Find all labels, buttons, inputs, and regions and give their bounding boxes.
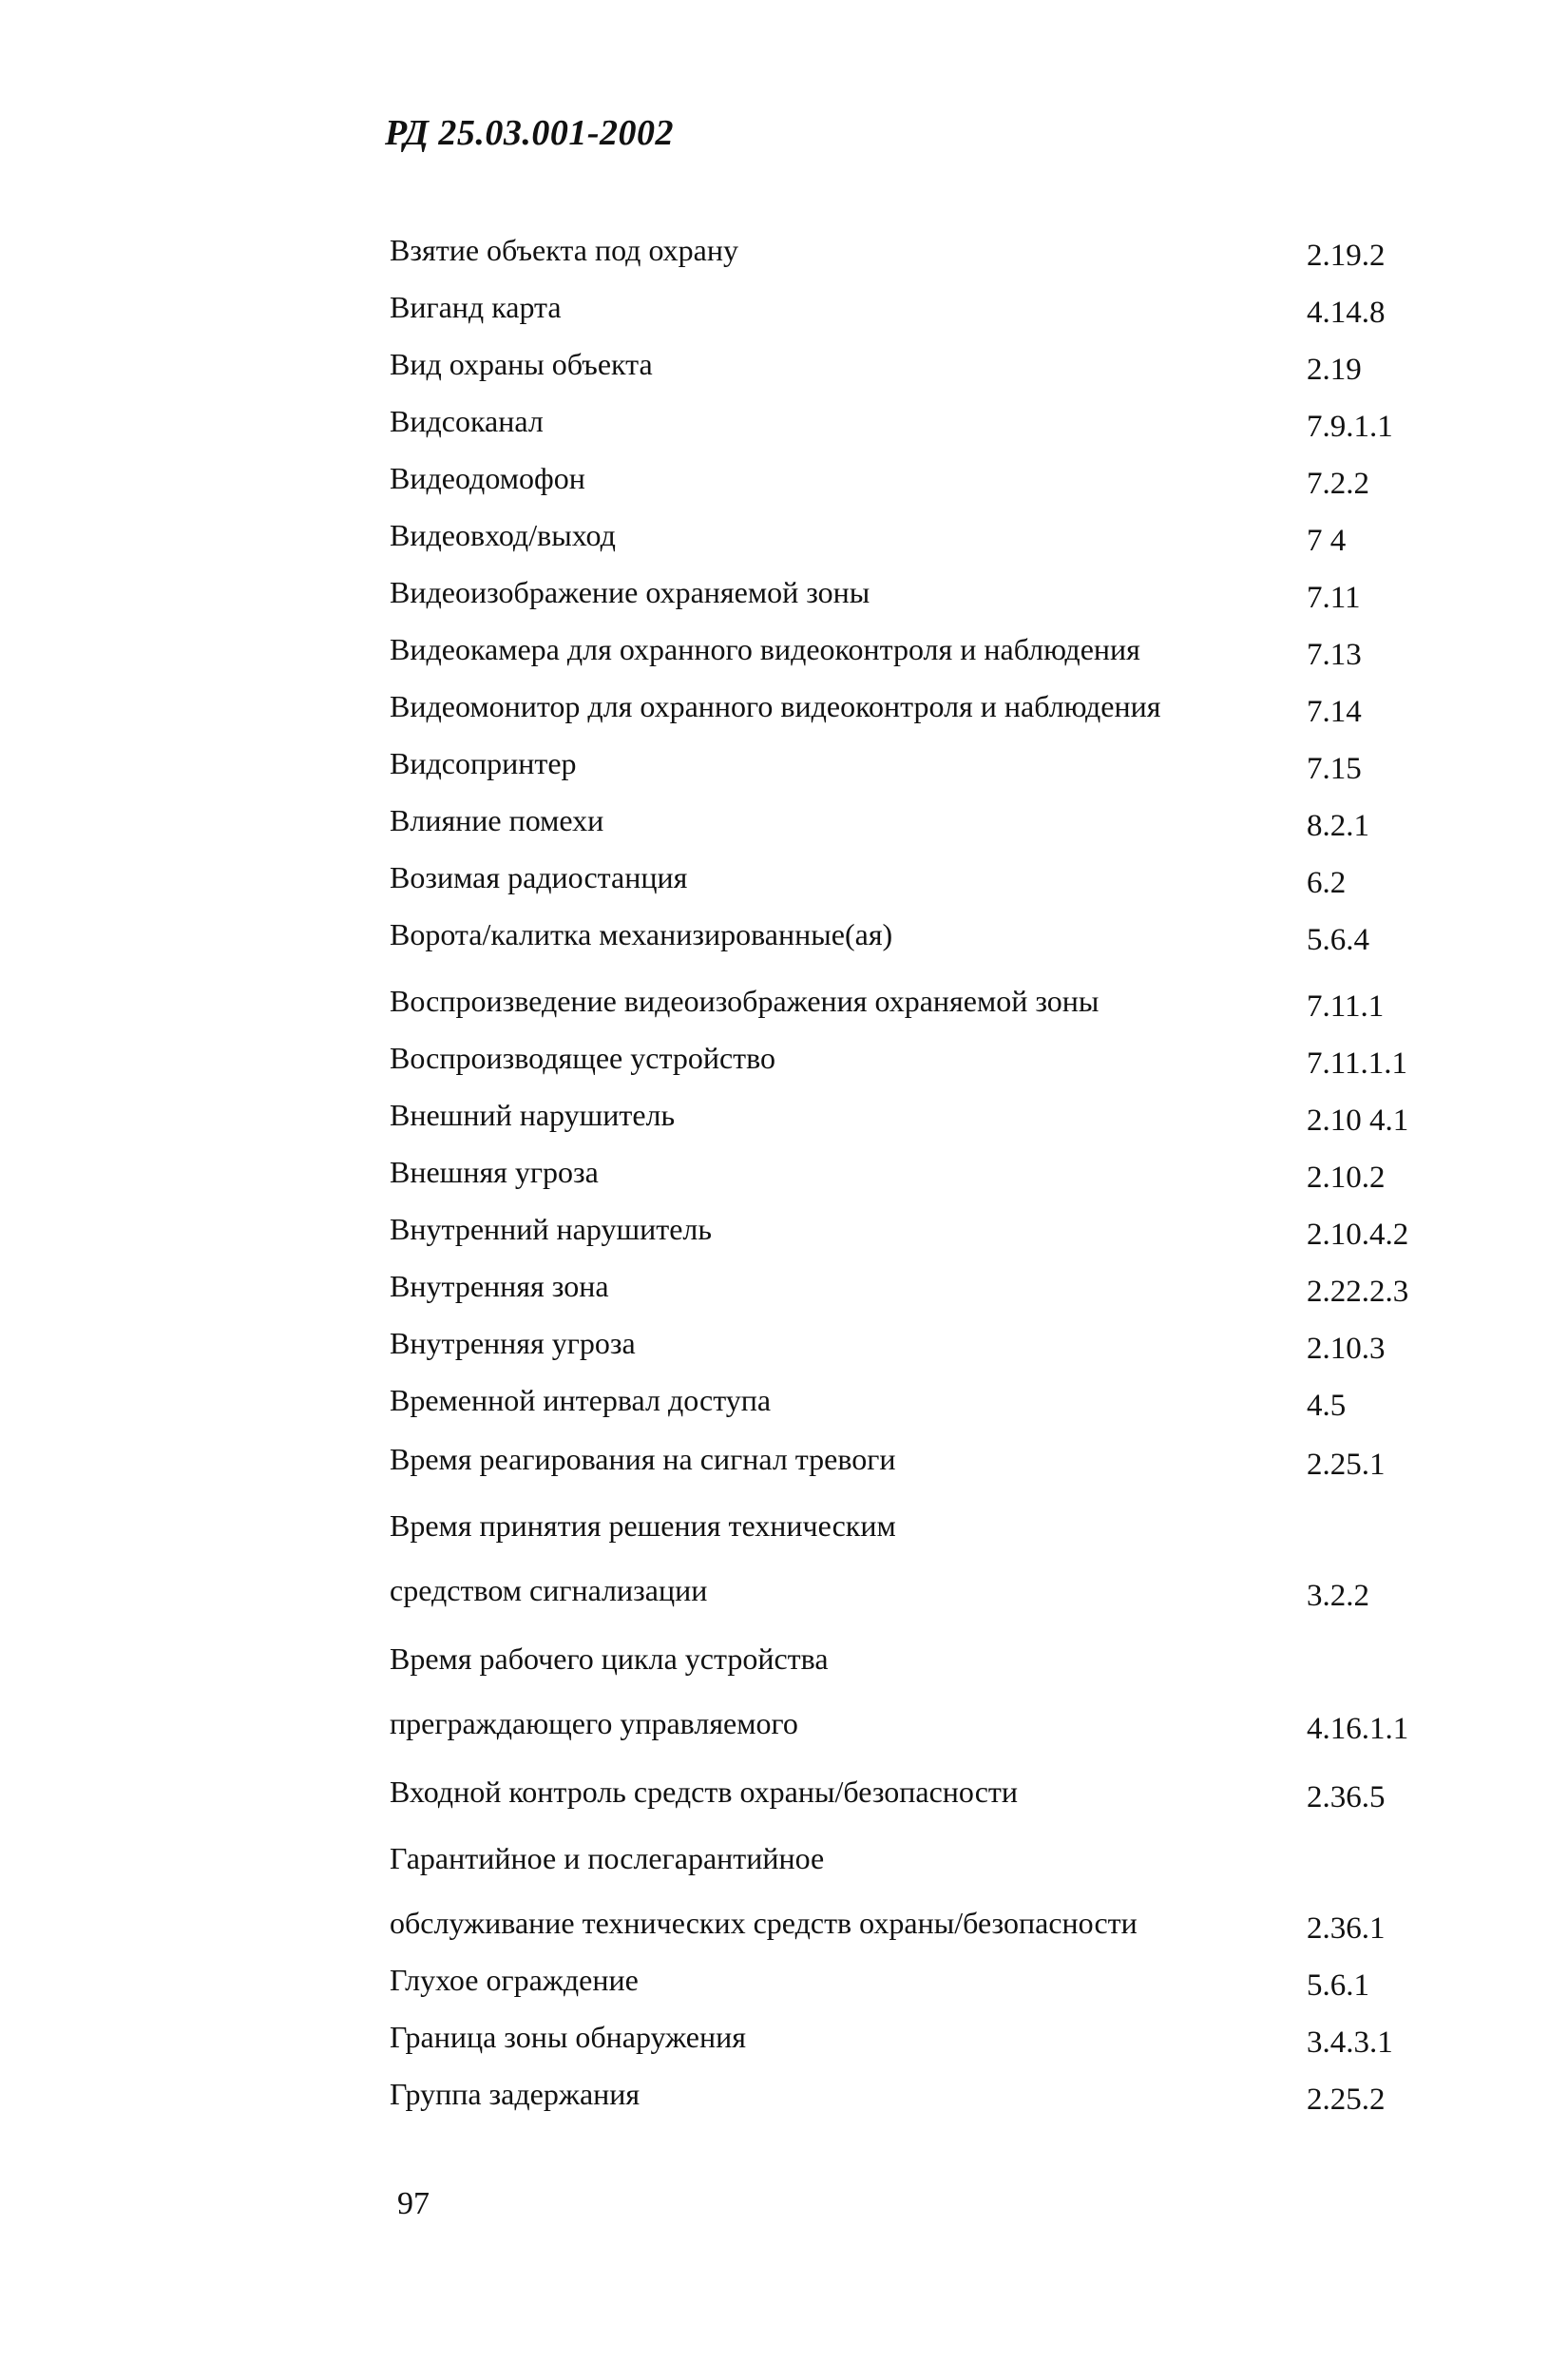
index-entry-term: Глухое ограждение <box>390 1963 639 1997</box>
index-entry-term: Ворота/калитка механизированные(ая) <box>390 917 893 951</box>
index-entry-ref: 7 4 <box>1307 524 1347 558</box>
index-entry-ref: 7.2.2 <box>1307 467 1369 501</box>
index-entry-ref: 7.11.1 <box>1307 989 1385 1024</box>
index-entry-term: Внутренняя угроза <box>390 1326 636 1360</box>
index-entry-ref: 3.2.2 <box>1307 1579 1369 1613</box>
index-entry-ref: 5.6.4 <box>1307 923 1369 957</box>
index-entry-term: Воспроизведение видеоизображения охраняемой зоны <box>390 984 1100 1018</box>
index-entry-term: Внешний нарушитель <box>390 1098 676 1132</box>
index-entry-term: обслуживание технических средств охраны/безопасности <box>390 1906 1138 1940</box>
index-entry-ref: 2.10 4.1 <box>1307 1104 1409 1138</box>
index-entry-term: Время реагирования на сигнал тревоги <box>390 1442 896 1476</box>
index-entry-ref: 2.25.1 <box>1307 1448 1386 1482</box>
index-entry-ref: 7.14 <box>1307 695 1362 729</box>
page-number: 97 <box>397 2186 430 2221</box>
document-header: РД 25.03.001-2002 <box>385 113 675 153</box>
index-entry-term: Видеомонитор для охранного видеоконтроля и наблюдения <box>390 689 1161 723</box>
index-entry-term: Видеодомофон <box>390 461 585 495</box>
index-entry-term: Видеокамера для охранного видеоконтроля и наблюдения <box>390 632 1140 666</box>
index-entry-ref: 3.4.3.1 <box>1307 2025 1393 2060</box>
index-entry-term: Время рабочего цикла устройства <box>390 1641 829 1676</box>
index-entry-term: Вид охраны объекта <box>390 347 653 381</box>
index-entry-ref: 5.6.1 <box>1307 1968 1369 2003</box>
index-entry-term: Видсопринтер <box>390 746 577 780</box>
index-entry-ref: 6.2 <box>1307 866 1347 900</box>
index-entry-ref: 7.13 <box>1307 638 1362 672</box>
index-entry-term: Внешняя угроза <box>390 1155 599 1189</box>
index-entry-term: Воспроизводящее устройство <box>390 1041 776 1075</box>
index-entry-ref: 8.2.1 <box>1307 809 1369 843</box>
index-entry-term: Взятие объекта под охрану <box>390 233 738 267</box>
index-entry-term: средством сигнализации <box>390 1573 708 1607</box>
index-entry-term: Время принятия решения техническим <box>390 1508 896 1543</box>
index-entry-ref: 4.16.1.1 <box>1307 1712 1409 1746</box>
index-entry-term: Виганд карта <box>390 290 562 324</box>
index-entry-ref: 2.19.2 <box>1307 239 1386 273</box>
index-entry-ref: 2.10.4.2 <box>1307 1218 1409 1252</box>
index-entry-ref: 7.11 <box>1307 581 1361 615</box>
index-entry-term: Внутренняя зона <box>390 1269 609 1303</box>
index-entry-term: Группа задержания <box>390 2077 641 2111</box>
index-entry-term: Временной интервал доступа <box>390 1383 772 1417</box>
index-entry-term: преграждающего управляемого <box>390 1706 798 1740</box>
index-entry-ref: 2.25.2 <box>1307 2083 1386 2117</box>
index-entry-ref: 2.36.5 <box>1307 1780 1386 1814</box>
index-entry-ref: 7.11.1.1 <box>1307 1046 1408 1081</box>
index-entry-term: Влияние помехи <box>390 803 604 837</box>
index-entry-ref: 2.10.2 <box>1307 1161 1386 1195</box>
index-entry-ref: 2.19 <box>1307 353 1362 387</box>
index-entry-term: Видеовход/выход <box>390 518 616 552</box>
index-entry-ref: 4.5 <box>1307 1389 1347 1423</box>
index-entry-term: Видсоканал <box>390 404 544 438</box>
index-entry-term: Граница зоны обнаружения <box>390 2020 746 2054</box>
index-entry-ref: 2.22.2.3 <box>1307 1275 1409 1309</box>
index-entry-ref: 4.14.8 <box>1307 296 1386 330</box>
index-entry-ref: 2.10.3 <box>1307 1332 1386 1366</box>
index-entry-term: Возимая радиостанция <box>390 860 688 894</box>
index-entry-ref: 7.15 <box>1307 752 1362 786</box>
index-entry-ref: 2.36.1 <box>1307 1911 1386 1946</box>
index-entry-term: Внутренний нарушитель <box>390 1212 712 1246</box>
index-entry-term: Гарантийное и послегарантийное <box>390 1841 825 1875</box>
index-entry-term: Входной контроль средств охраны/безопасности <box>390 1775 1019 1809</box>
index-entry-term: Видеоизображение охраняемой зоны <box>390 575 870 609</box>
index-entry-ref: 7.9.1.1 <box>1307 410 1393 444</box>
